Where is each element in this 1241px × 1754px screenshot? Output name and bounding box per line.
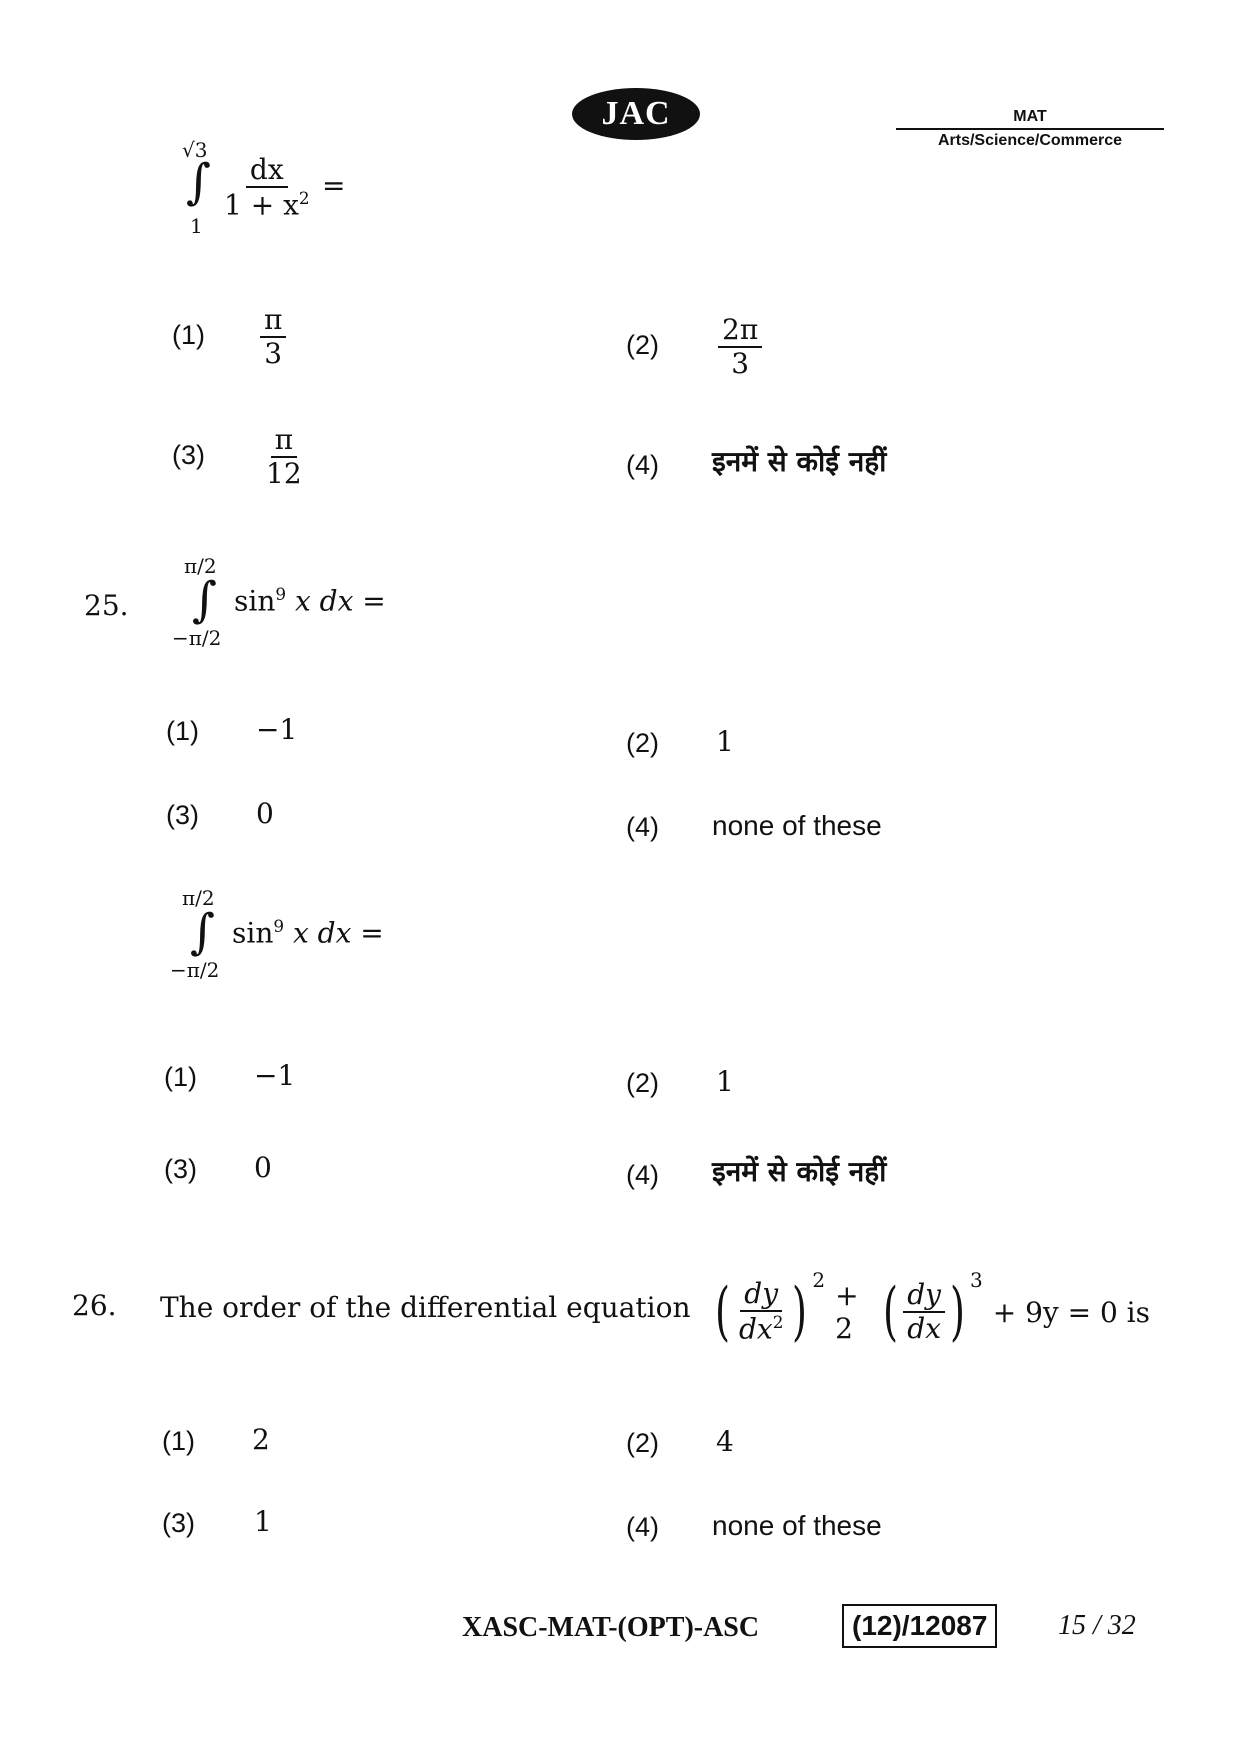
q25-option-2-label: (2) — [626, 728, 659, 758]
q25h-option-1-value: −1 — [254, 1059, 296, 1092]
integral-sign: ∫ — [190, 904, 216, 960]
q24-hindi-integral — [182, 138, 382, 238]
footer-code: XASC-MAT-(OPT)-ASC — [462, 1612, 760, 1643]
page-number: 15 / 32 — [1058, 1610, 1136, 1641]
q25-option-4-label: (4) — [626, 812, 659, 842]
denominator: 1 + x — [224, 188, 299, 222]
q25-option-2-value: 1 — [716, 725, 734, 758]
integral-sign: ∫ — [186, 154, 212, 210]
integrand-rest: x dx = — [292, 916, 384, 950]
q24-option-1-label: (1) — [172, 320, 205, 350]
plus-two: + 2 — [835, 1279, 859, 1345]
equation-tail: + 9y = 0 is — [992, 1295, 1150, 1329]
integrand-fraction — [220, 153, 314, 222]
f2-denominator: dx — [907, 1312, 941, 1345]
lower-limit: 1 — [190, 214, 203, 238]
q25h-option-3-label: (3) — [164, 1154, 197, 1184]
q25h-option-2-label: (2) — [626, 1068, 659, 1098]
q24-option-2-label: (2) — [626, 330, 659, 360]
equals-sign: = — [322, 169, 346, 202]
upper-limit: π/2 — [182, 886, 215, 910]
q24-option-3-label: (3) — [172, 440, 205, 470]
lower-limit: −π/2 — [170, 958, 220, 982]
q26-option-3-label: (3) — [162, 1508, 195, 1538]
q26-option-1-label: (1) — [162, 1426, 195, 1456]
right-paren-2: ) — [949, 1275, 965, 1349]
integrand — [234, 584, 386, 618]
f1-numerator: dy — [744, 1277, 779, 1311]
q24-option-4-value: इनमें से कोई नहीं — [712, 445, 887, 478]
right-paren: ) — [792, 1275, 808, 1349]
numerator: dx — [246, 156, 288, 188]
option-denominator: 12 — [266, 457, 302, 490]
stream-label: Arts/Science/Commerce — [937, 132, 1123, 149]
q26-equation — [710, 1262, 1150, 1362]
f2-power: 3 — [969, 1268, 983, 1292]
q24-option-3-value — [262, 423, 306, 490]
q25-option-1-label: (1) — [166, 716, 199, 746]
q26-option-4-value: none of these — [712, 1510, 882, 1541]
q25-number: 25. — [84, 589, 129, 622]
option-numerator: π — [260, 306, 286, 338]
q24-option-1-value — [260, 303, 286, 370]
upper-limit: π/2 — [184, 554, 217, 578]
q26-option-3-value: 1 — [254, 1505, 272, 1538]
second-derivative-fraction — [735, 1277, 787, 1346]
jac-logo — [572, 88, 700, 140]
option-denominator: 3 — [264, 337, 283, 370]
integrand-exponent: 9 — [275, 584, 287, 604]
subject-header — [896, 108, 1164, 150]
jac-logo-text: JAC — [601, 95, 671, 132]
q26-option-1-value: 2 — [252, 1423, 270, 1456]
q25h-option-1-label: (1) — [164, 1062, 197, 1092]
integrand-fn: sin — [234, 584, 276, 618]
q25-integral — [172, 556, 432, 648]
q25-option-3-label: (3) — [166, 800, 199, 830]
integral-sign: ∫ — [192, 572, 218, 628]
left-paren-2: ( — [883, 1275, 899, 1349]
q25-option-3-value: 0 — [256, 797, 274, 830]
q25-option-1-value: −1 — [256, 713, 298, 746]
lower-limit: −π/2 — [172, 626, 222, 650]
f1-denominator-exp: 2 — [772, 1312, 784, 1333]
q26-text: The order of the differential equation — [160, 1291, 691, 1324]
q24-option-2-value — [718, 313, 762, 380]
f1-denominator: dx — [738, 1312, 773, 1346]
q26-option-2-label: (2) — [626, 1428, 659, 1458]
q25-option-4-value: none of these — [712, 810, 882, 841]
denominator-exponent: 2 — [298, 188, 310, 208]
subject-label: MAT — [896, 108, 1164, 130]
q26-option-2-value: 4 — [716, 1425, 734, 1458]
footer-box: (12)/12087 — [842, 1604, 997, 1648]
option-numerator: 2π — [718, 316, 762, 348]
q24-option-4-label: (4) — [626, 450, 659, 480]
integrand-fn: sin — [232, 916, 274, 950]
integrand-rest: x dx = — [294, 584, 386, 618]
integrand — [232, 916, 384, 950]
left-paren: ( — [714, 1275, 730, 1349]
q25-hindi-integral — [170, 888, 430, 980]
q25h-option-2-value: 1 — [716, 1065, 734, 1098]
q25h-option-3-value: 0 — [254, 1151, 272, 1184]
f2-numerator: dy — [907, 1278, 941, 1311]
option-numerator: π — [271, 426, 297, 458]
first-derivative-fraction — [903, 1278, 945, 1345]
upper-limit: √3 — [182, 138, 208, 162]
q25h-option-4-label: (4) — [626, 1160, 659, 1190]
q25h-option-4-value: इनमें से कोई नहीं — [712, 1155, 887, 1188]
integrand-exponent: 9 — [273, 916, 285, 936]
f1-power: 2 — [812, 1268, 826, 1292]
q26-option-4-label: (4) — [626, 1512, 659, 1542]
q26-number: 26. — [72, 1289, 117, 1322]
option-denominator: 3 — [731, 347, 750, 380]
